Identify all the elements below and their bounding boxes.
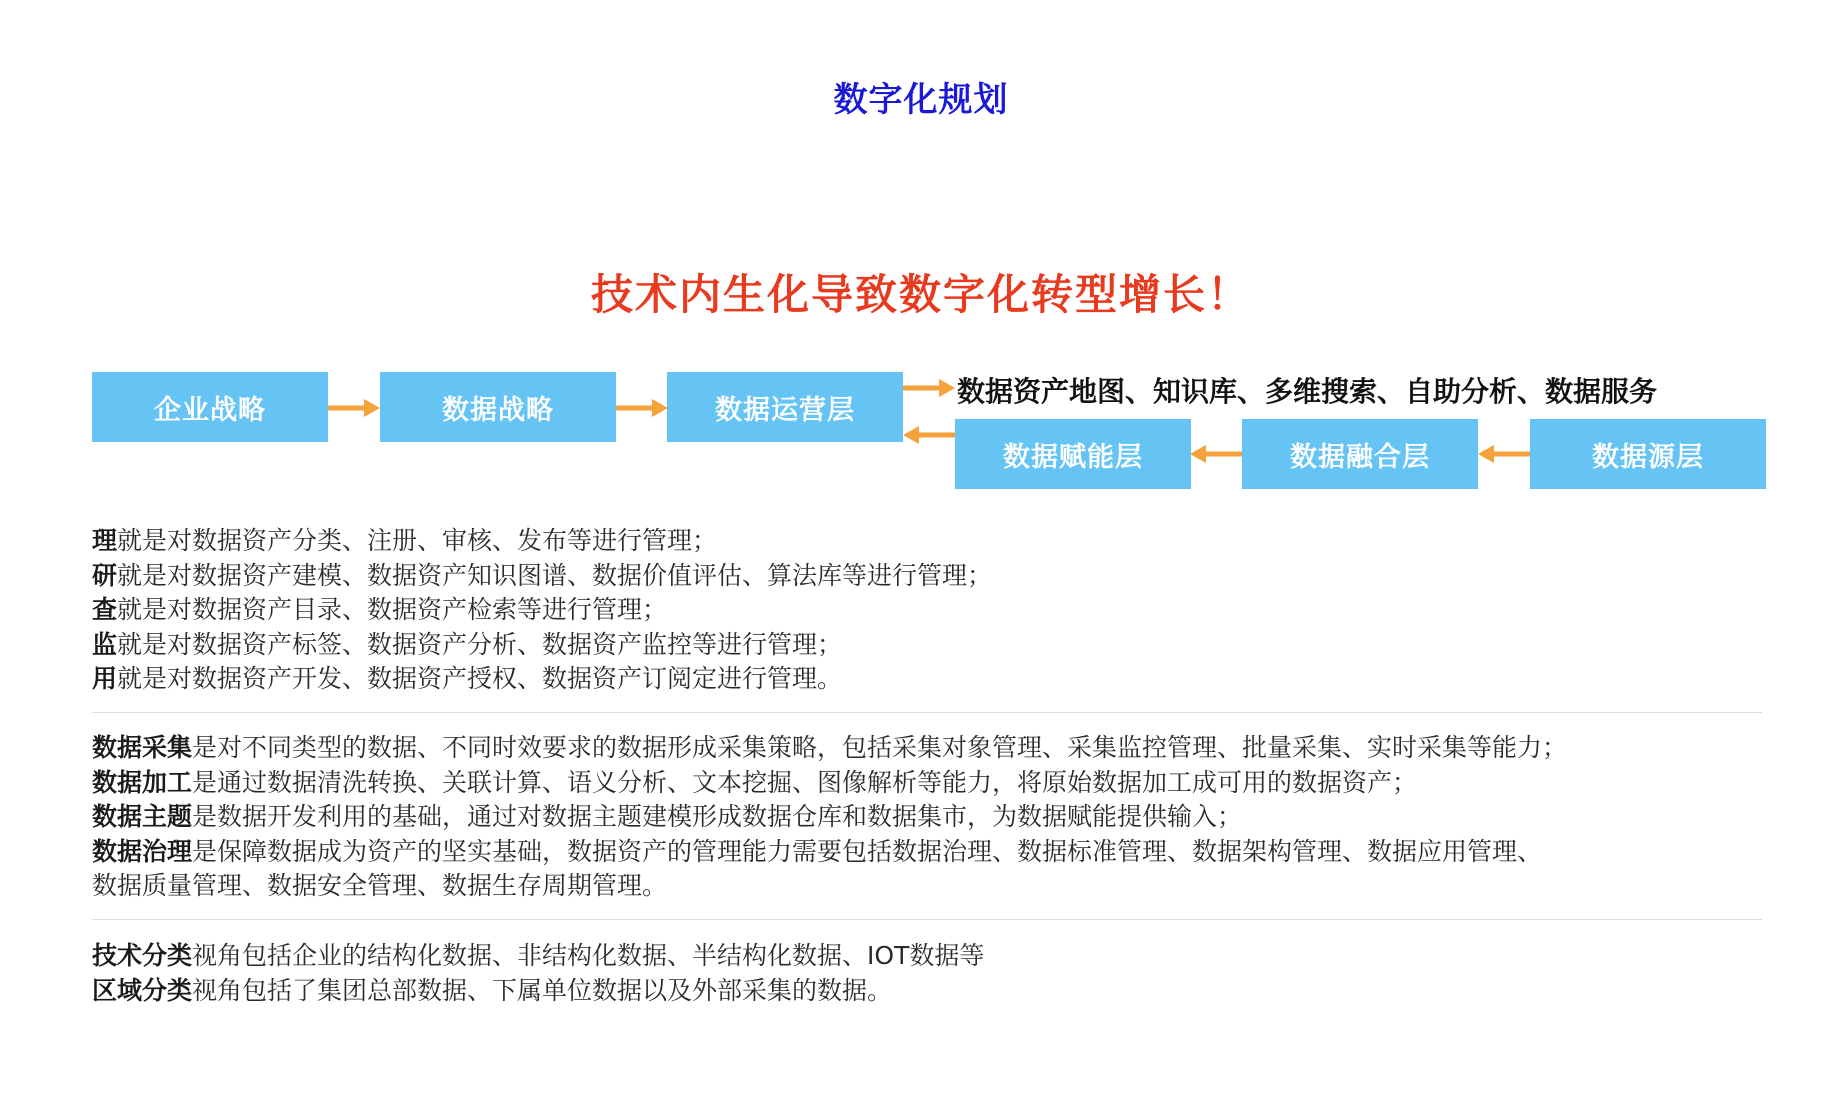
term: 理	[92, 526, 118, 555]
term: 监	[92, 629, 118, 659]
asset-management-section	[92, 524, 1762, 697]
term: 查	[92, 595, 118, 624]
term: 数据主题	[92, 802, 193, 831]
description: 是数据开发利用的基础，通过对数据主题建模形成数据仓库和数据集市，为数据赋能提供输入；	[192, 802, 1243, 831]
headline: 技术内生化导致数字化转型增长！	[590, 270, 1251, 319]
data-classification-section	[92, 939, 1762, 1008]
text-line	[92, 835, 1762, 870]
term: 数据采集	[92, 733, 193, 762]
text-line	[92, 869, 1762, 904]
text-line	[92, 939, 1762, 974]
description: 就是对数据资产目录、数据资产检索等进行管理；	[117, 595, 668, 624]
flow-box-enterprise-strategy: 企业战略	[92, 372, 328, 442]
flow-box-data-operation-layer: 数据运营层	[667, 372, 903, 442]
term: 研	[92, 560, 118, 590]
text-line	[92, 628, 1762, 663]
arrow-left-icon	[1478, 443, 1530, 465]
term: 数据加工	[92, 767, 193, 797]
arrow-left-icon	[1190, 443, 1242, 465]
description: 就是对数据资产开发、数据资产授权、数据资产订阅定进行管理。	[117, 664, 843, 693]
description: 是保障数据成为资产的坚实基础，数据资产的管理能力需要包括数据治理、数据标准管理、数据架构管理、数据应用管理、	[192, 836, 1543, 866]
term: 用	[92, 664, 118, 693]
description: 视角包括企业的结构化数据、非结构化数据、半结构化数据、IOT数据等	[192, 941, 985, 970]
description: 是通过数据清洗转换、关联计算、语义分析、文本挖掘、图像解析等能力，将原始数据加工成可用的数据资产；	[192, 767, 1418, 797]
text-line	[92, 593, 1762, 628]
arrow-right-icon	[903, 377, 955, 399]
arrow-right-icon	[328, 397, 380, 419]
text-line	[92, 800, 1762, 835]
term: 数据治理	[92, 836, 193, 866]
term: 技术分类	[92, 941, 193, 970]
description: 数据质量管理、数据安全管理、数据生存周期管理。	[92, 871, 668, 900]
divider	[92, 712, 1762, 713]
term: 区域分类	[92, 975, 193, 1005]
data-capabilities-section	[92, 731, 1762, 904]
divider	[92, 919, 1762, 920]
text-line	[92, 731, 1762, 766]
flow-box-data-enablement-layer: 数据赋能层	[955, 419, 1191, 489]
text-line	[92, 524, 1762, 559]
description: 是对不同类型的数据、不同时效要求的数据形成采集策略，包括采集对象管理、采集监控管理、批量采集、实时采集等能力；	[192, 733, 1568, 762]
description: 视角包括了集团总部数据、下属单位数据以及外部采集的数据。	[192, 975, 893, 1005]
data-services-list: 数据资产地图、知识库、多维搜索、自助分析、数据服务	[957, 375, 1658, 408]
flow-box-data-fusion-layer: 数据融合层	[1242, 419, 1478, 489]
arrow-left-icon	[903, 424, 955, 446]
flow-box-data-strategy: 数据战略	[380, 372, 616, 442]
description: 就是对数据资产分类、注册、审核、发布等进行管理；	[117, 526, 718, 555]
text-line	[92, 559, 1762, 594]
text-line	[92, 974, 1762, 1009]
text-line	[92, 662, 1762, 697]
text-line	[92, 766, 1762, 801]
page-title: 数字化规划	[833, 80, 1009, 120]
flow-box-data-source-layer: 数据源层	[1530, 419, 1766, 489]
description: 就是对数据资产建模、数据资产知识图谱、数据价值评估、算法库等进行管理；	[117, 560, 993, 590]
description: 就是对数据资产标签、数据资产分析、数据资产监控等进行管理；	[117, 629, 843, 659]
arrow-right-icon	[616, 397, 668, 419]
